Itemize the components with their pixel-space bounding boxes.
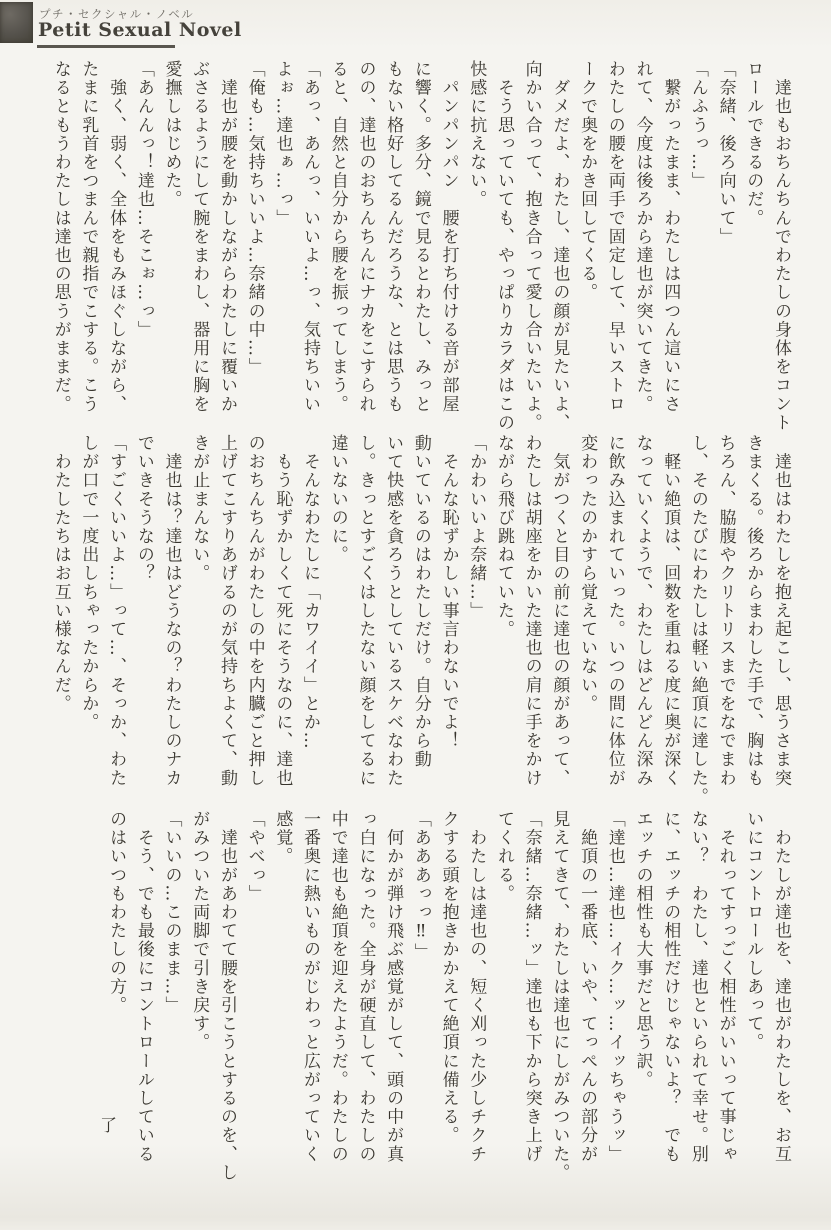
text-line: 達也はわたしを抱え起こし、思うさま突 (771, 434, 791, 788)
text-line: 「奈緒、後ろ向いて」 (715, 60, 736, 246)
text-line: たまに乳首をつまんで親指でこする。こう (78, 60, 99, 414)
text-line: に響く。多分、鏡で見るとわたし、みっと (410, 60, 431, 414)
text-line: 「あんんっ！達也…そこぉ…っ」 (133, 60, 154, 339)
text-line: し、そのたびにわたしは軽い絶頂に達した。 (687, 434, 708, 806)
text-line: もない格好してるんだろうな、とは思うも (383, 60, 404, 414)
text-line: いにコントロールしあって。 (743, 810, 764, 1052)
text-line: 違いないのに。 (327, 434, 348, 565)
text-line: 気がつくと目の前に達也の顔があって、 (549, 434, 570, 788)
text-line: のはいつもわたしの方。 (106, 810, 127, 1015)
text-line: 「奈緒…奈緒…ッ」達也も下から突き上げ (521, 810, 542, 1164)
text-line: 快感に抗えない。 (466, 60, 487, 209)
text-line: わたしたちはお互い様なんだ。 (50, 434, 71, 713)
text-line: 上げてこすりあげるのが気持ちよくて、動 (216, 434, 237, 788)
text-line: なるともうわたしは達也の思うがままだ。 (50, 60, 71, 414)
text-line: 「やべっ」 (244, 810, 265, 903)
text-line: 達也があわてて腰を引こうとするのを、し (216, 810, 237, 1182)
text-line: 何かが弾け飛ぶ感覚がして、頭の中が真 (383, 810, 404, 1164)
text-line: ークで奥をかき回してくる。 (577, 60, 598, 302)
text-line: てくれる。 (493, 810, 514, 903)
text-line: 軽い絶頂は、回数を重ねる度に奥が深く (660, 434, 681, 788)
text-line: がみついた両脚で引き戻す。 (189, 810, 210, 1052)
text-line: っ白になった。全身が硬直して、わたしの (355, 810, 376, 1164)
text-line: わたしは胡座をかいた達也の肩に手をかけ (521, 434, 542, 788)
text-line: 見えてきて、わたしは達也にしがみついた。 (549, 810, 570, 1182)
text-line: 達也は？達也はどうなの？わたしのナカ (161, 434, 182, 788)
text-line: でいきそうなの？ (133, 434, 154, 583)
text-line: わたしが達也を、達也がわたしを、お互 (771, 810, 791, 1164)
text-band-bottom (36, 810, 794, 1188)
text-line: に飲み込まれていった。いつの間に体位が (604, 434, 625, 788)
text-band-top (36, 60, 794, 438)
series-title-japanese: プチ・セクシャル・ノベル (39, 7, 195, 21)
text-line: ない？ わたし、達也といられて幸せ。別 (687, 810, 708, 1164)
text-line: 中で達也も絶頂を迎えたようだ。わたしの (327, 810, 348, 1164)
series-title-english: Petit Sexual Novel (38, 19, 242, 41)
text-line: いて快感を貪ろうとしているスケベなわた (383, 434, 404, 788)
text-line: 繋がったまま、わたしは四つん這いにさ (660, 60, 681, 414)
text-line: エッチの相性も大事だと思う訳。 (632, 810, 653, 1089)
text-line: し。きっとすごくはしたない顔をしてるに (355, 434, 376, 788)
text-line: なっていくようで、わたしはどんどん深み (632, 434, 653, 788)
text-line: よぉ…達也ぁ…っ」 (272, 60, 293, 228)
text-line: 「いいの…このまま…」 (161, 810, 182, 1015)
text-line: ロールできるのだ。 (743, 60, 764, 228)
text-line: 向かい合って、抱き合って愛し合いたいよ。 (521, 60, 542, 432)
text-line: 動いているのはわたしだけ。自分から動 (410, 434, 431, 769)
text-line: 感覚。 (272, 810, 293, 866)
text-line: 「俺も…気持ちいいよ…奈緒の中…」 (244, 60, 265, 377)
text-line: わたしは達也の、短く刈った少しチクチ (466, 810, 487, 1164)
text-line: そう思っていても、やっぱりカラダはこの (493, 60, 514, 432)
text-line: ると、自然と自分から腰を振ってしまう。 (327, 60, 348, 414)
text-line: そんな恥ずかしい事言わないでよ！ (438, 434, 459, 751)
text-line: 「んふうっ…」 (687, 60, 708, 191)
text-line: 「あっ、あんっ、いいよ…っ、気持ちいい (300, 60, 321, 414)
text-line: 「かわいいよ奈緒…」 (466, 434, 487, 620)
text-line: 「すごくいいよ…」って…、そっか、わた (106, 434, 127, 788)
text-line: 強く、弱く、全体をもみほぐしながら、 (106, 60, 127, 414)
text-line: ダメだよ、わたし、達也の顔が見たいよ、 (549, 60, 570, 432)
text-line: れて、今度は後ろから達也が突いてきた。 (632, 60, 653, 414)
text-line: に、エッチの相性だけじゃないよ？ でも (660, 810, 681, 1164)
text-line: 絶頂の一番底、いや、てっぺんの部分が (577, 810, 598, 1164)
text-line: きが止まんない。 (189, 434, 210, 583)
text-line: ぶさるようにして腕をまわし、器用に胸を (189, 60, 210, 414)
series-logo-square (0, 2, 33, 43)
text-line: しが口で一度出しちゃったからか。 (78, 434, 99, 732)
text-line: そう、でも最後にコントロールしている (133, 810, 154, 1164)
text-line: のおちんちんがわたしの中を内臓ごと押し (244, 434, 265, 788)
header-underline (37, 45, 175, 48)
story-end-mark: 了 (96, 1116, 116, 1133)
text-line: 一番奥に熱いものがじわっと広がっていく (300, 810, 321, 1164)
text-line: わたしの腰を両手で固定して、早いストロ (604, 60, 625, 414)
text-line: ながら飛び跳ねていた。 (493, 434, 514, 639)
text-line: 変わったのかすら覚えていない。 (577, 434, 598, 713)
text-line: それってすっごく相性がいいって事じゃ (715, 810, 736, 1164)
text-line: 愛撫しはじめた。 (161, 60, 182, 209)
text-line: もう恥ずかしくて死にそうなのに、達也 (272, 434, 293, 788)
text-line: 「達也…達也…イク…ッ…イッちゃうッ」 (604, 810, 625, 1164)
text-line: クする頭を抱きかかえて絶頂に備える。 (438, 810, 459, 1145)
text-band-middle (36, 434, 794, 812)
text-line: きまくる。後ろからまわした手で、胸はも (743, 434, 764, 788)
text-line: 「あああっっ‼」 (410, 810, 431, 962)
text-line: パンパンパン 腰を打ち付ける音が部屋 (438, 60, 459, 414)
text-line: 達也もおちんちんでわたしの身体をコント (771, 60, 791, 432)
text-line: ちろん、脇腹やクリトリスまでをなでまわ (715, 434, 736, 788)
text-line: そんなわたしに「カワイイ」とか… (300, 434, 321, 751)
text-line: のの、達也のおちんちんにナカをこすられ (355, 60, 376, 414)
text-line: 達也が腰を動かしながらわたしに覆いか (216, 60, 237, 414)
